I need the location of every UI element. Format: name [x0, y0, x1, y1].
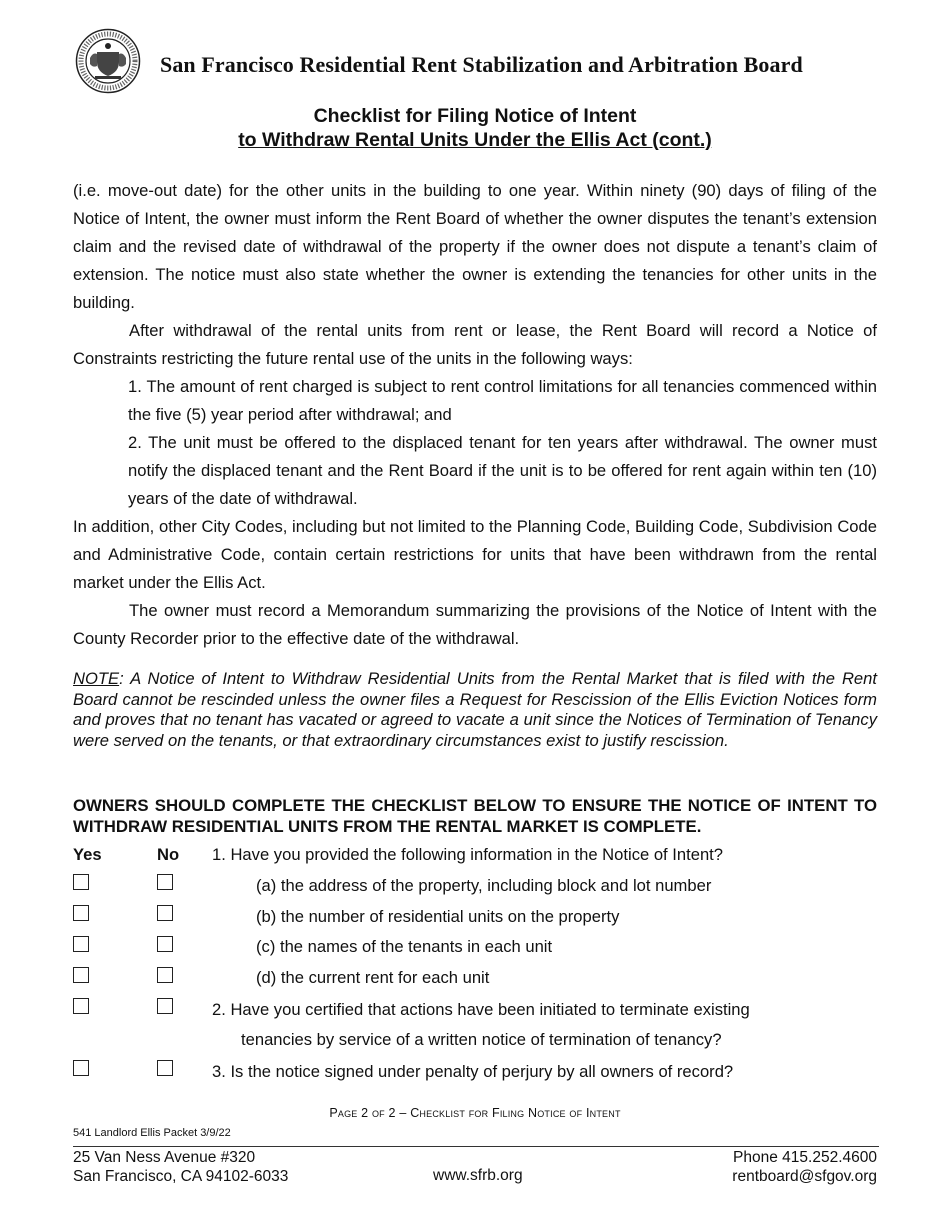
city-seal-icon: [75, 28, 141, 94]
phone-number: Phone 415.252.4600: [733, 1149, 877, 1166]
paragraph-extension: (i.e. move-out date) for the other units in the building to one year. Within ninety (90) days of filing of the Notice of Intent, the owner must inform the Rent Board of whether the owner disputes the tenant’s extension claim and the revised date of withdrawal of the property if the owner does not dispute a tenant’s claim of extension. The notice must also state whether the owner is extending the tenancies for other units in the building.: [73, 181, 877, 312]
page-subtitle: to Withdraw Rental Units Under the Ellis Act (cont.): [238, 129, 712, 151]
question-1b: (b) the number of residential units on the property: [256, 907, 620, 926]
website-link[interactable]: www.sfrb.org: [433, 1167, 523, 1184]
question-1d: (d) the current rent for each unit: [256, 968, 490, 987]
checkbox-yes-2[interactable]: [73, 998, 89, 1014]
packet-id: 541 Landlord Ellis Packet 3/9/22: [73, 1127, 231, 1139]
paragraph-memorandum: The owner must record a Memorandum summarizing the provisions of the Notice of Intent with the County Recorder prior to the effective date of the withdrawal.: [73, 601, 877, 648]
address-line-1: 25 Van Ness Avenue #320: [73, 1149, 256, 1166]
constraint-item-1: 1. The amount of rent charged is subject to rent control limitations for all tenancies commenced within the five (5) year period after withdrawal; and: [128, 377, 877, 424]
question-2: 2. Have you certified that actions have been initiated to terminate existing: [212, 1000, 750, 1019]
question-1a: (a) the address of the property, including block and lot number: [256, 876, 712, 895]
note-text: : A Notice of Intent to Withdraw Residential Units from the Rental Market that is filed with the Rent Board cannot be rescinded unless the owner files a Request for Rescission of the Ellis Eviction Notices form and proves that no tenant has vacated or agreed to vacate a unit since the Notices of Termination of Tenancy were served on the tenants, or that extraordinary circumstances exist to justify rescission.: [73, 669, 877, 750]
organization-name: San Francisco Residential Rent Stabilization and Arbitration Board: [160, 52, 803, 77]
checkbox-no-1a[interactable]: [157, 874, 173, 890]
checkbox-no-1d[interactable]: [157, 967, 173, 983]
paragraph-city-codes: In addition, other City Codes, including but not limited to the Planning Code, Building Code, Subdivision Code and Administrative Code, contain certain restrictions for units that have been withdrawn from the rental market under the Ellis Act.: [73, 517, 877, 592]
checkbox-yes-3[interactable]: [73, 1060, 89, 1076]
checkbox-yes-1c[interactable]: [73, 936, 89, 952]
checkbox-yes-1d[interactable]: [73, 967, 89, 983]
yes-column-header: Yes: [73, 845, 102, 864]
question-1c: (c) the names of the tenants in each unit: [256, 937, 553, 956]
email-link[interactable]: rentboard@sfgov.org: [732, 1167, 877, 1185]
checkbox-no-1c[interactable]: [157, 936, 173, 952]
note-label: NOTE: [73, 669, 120, 688]
no-column-header: No: [157, 845, 180, 864]
checkbox-no-2[interactable]: [157, 998, 173, 1014]
question-1: 1. Have you provided the following information in the Notice of Intent?: [212, 845, 724, 864]
question-3: 3. Is the notice signed under penalty of perjury by all owners of record?: [212, 1062, 734, 1081]
page-title: Checklist for Filing Notice of Intent: [313, 105, 637, 127]
note-paragraph: [73, 669, 877, 751]
paragraph-constraints: After withdrawal of the rental units from rent or lease, the Rent Board will record a Notice of Constraints restricting the future rental use of the units in the following ways:: [73, 321, 877, 368]
page-number-label: Page 2 of 2 – Checklist for Filing Notice of Intent: [329, 1106, 621, 1120]
footer-address: [73, 1149, 288, 1186]
address-line-2: San Francisco, CA 94102-6033: [73, 1167, 289, 1185]
footer-divider: [73, 1146, 879, 1147]
question-2-continued: tenancies by service of a written notice of termination of tenancy?: [241, 1030, 722, 1049]
checkbox-no-1b[interactable]: [157, 905, 173, 921]
constraint-item-2: 2. The unit must be offered to the displaced tenant for ten years after withdrawal. The owner must notify the displaced tenant and the Rent Board if the unit is to be offered for rent again within ten (10) years of the date of withdrawal.: [128, 433, 877, 508]
footer-contact: [732, 1149, 877, 1186]
checklist-heading: OWNERS SHOULD COMPLETE THE CHECKLIST BELOW TO ENSURE THE NOTICE OF INTENT TO WITHDRAW RESIDENTIAL UNITS FROM THE RENTAL MARKET IS COMPLETE.: [73, 796, 877, 836]
body-text: [73, 177, 877, 653]
checkbox-yes-1b[interactable]: [73, 905, 89, 921]
checkbox-yes-1a[interactable]: [73, 874, 89, 890]
checkbox-no-3[interactable]: [157, 1060, 173, 1076]
